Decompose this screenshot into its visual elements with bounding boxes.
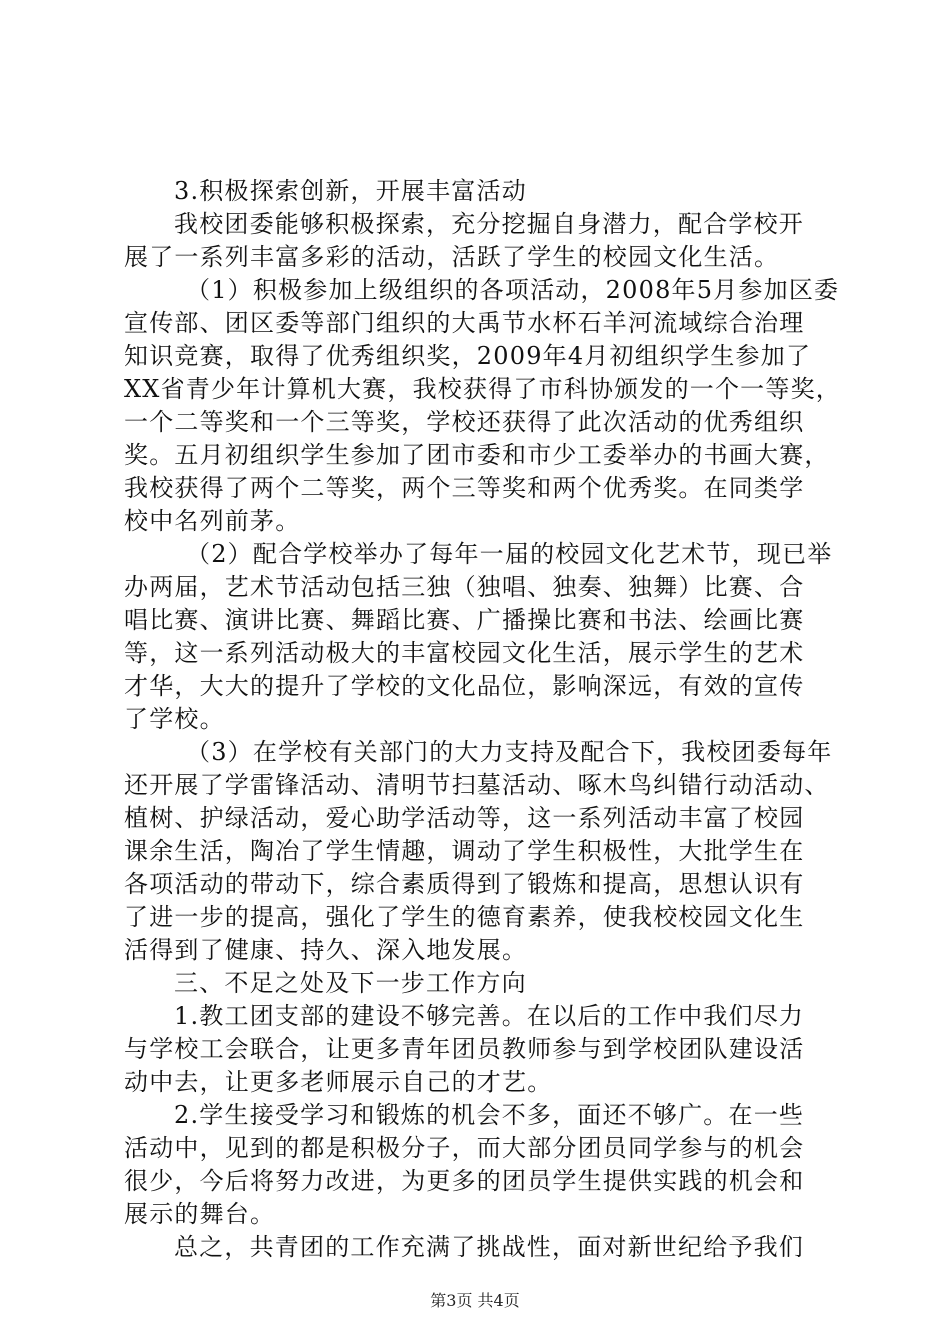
paragraph-line: 知识竞赛，取得了优秀组织奖，2009年4月初组织学生参加了	[124, 342, 812, 370]
paragraph-line: 展示的舞台。	[124, 1200, 276, 1228]
paragraph-line: 宣传部、团区委等部门组织的大禹节水杯石羊河流域综合治理	[124, 309, 805, 337]
paragraph-line: 唱比赛、演讲比赛、舞蹈比赛、广播操比赛和书法、绘画比赛	[124, 606, 805, 634]
paragraph-line: （2）配合学校举办了每年一届的校园文化艺术节，现已举	[186, 540, 833, 568]
paragraph-line: （3）在学校有关部门的大力支持及配合下，我校团委每年	[186, 738, 833, 766]
paragraph-line: 等，这一系列活动极大的丰富校园文化生活，展示学生的艺术	[124, 639, 805, 667]
paragraph-line: 了学校。	[124, 705, 225, 733]
paragraph-line: 与学校工会联合，让更多青年团员教师参与到学校团队建设活	[124, 1035, 805, 1063]
paragraph-line: 总之，共青团的工作充满了挑战性，面对新世纪给予我们	[174, 1233, 804, 1261]
paragraph-line: 各项活动的带动下，综合素质得到了锻炼和提高，思想认识有	[124, 870, 805, 898]
paragraph-line: 很少，今后将努力改进，为更多的团员学生提供实践的机会和	[124, 1167, 805, 1195]
section-heading: 三、不足之处及下一步工作方向	[174, 969, 527, 997]
paragraph-line: XX省青少年计算机大赛，我校获得了市科协颁发的一个一等奖，	[124, 375, 841, 403]
paragraph-line: 才华，大大的提升了学校的文化品位，影响深远，有效的宣传	[124, 672, 805, 700]
paragraph-line: 还开展了学雷锋活动、清明节扫墓活动、啄木鸟纠错行动活动、	[124, 771, 830, 799]
paragraph-line: 校中名列前茅。	[124, 507, 301, 535]
paragraph-line: 课余生活，陶冶了学生情趣，调动了学生积极性，大批学生在	[124, 837, 805, 865]
paragraph-line: 奖。五月初组织学生参加了团市委和市少工委举办的书画大赛，	[124, 441, 830, 469]
paragraph-line: 展了一系列丰富多彩的活动，活跃了学生的校园文化生活。	[124, 243, 780, 271]
paragraph-line: 了进一步的提高，强化了学生的德育素养，使我校校园文化生	[124, 903, 805, 931]
paragraph-line: 办两届，艺术节活动包括三独（独唱、独奏、独舞）比赛、合	[124, 573, 805, 601]
paragraph-line: 一个二等奖和一个三等奖，学校还获得了此次活动的优秀组织	[124, 408, 805, 436]
paragraph-line: 活动中，见到的都是积极分子，而大部分团员同学参与的机会	[124, 1134, 805, 1162]
paragraph-line: 植树、护绿活动，爱心助学活动等，这一系列活动丰富了校园	[124, 804, 805, 832]
paragraph-line: 动中去，让更多老师展示自己的才艺。	[124, 1068, 553, 1096]
paragraph-line: 我校团委能够积极探索，充分挖掘自身潜力，配合学校开	[174, 210, 804, 238]
paragraph-line: （1）积极参加上级组织的各项活动，2008年5月参加区委	[186, 276, 840, 304]
paragraph-line: 活得到了健康、持久、深入地发展。	[124, 936, 528, 964]
paragraph-line: 1.教工团支部的建设不够完善。在以后的工作中我们尽力	[174, 1002, 805, 1030]
section-heading: 3.积极探索创新，开展丰富活动	[174, 177, 527, 205]
paragraph-line: 我校获得了两个二等奖，两个三等奖和两个优秀奖。在同类学	[124, 474, 805, 502]
page-number-footer: 第3页 共4页	[430, 1291, 520, 1310]
paragraph-line: 2.学生接受学习和锻炼的机会不多，面还不够广。在一些	[174, 1101, 805, 1129]
